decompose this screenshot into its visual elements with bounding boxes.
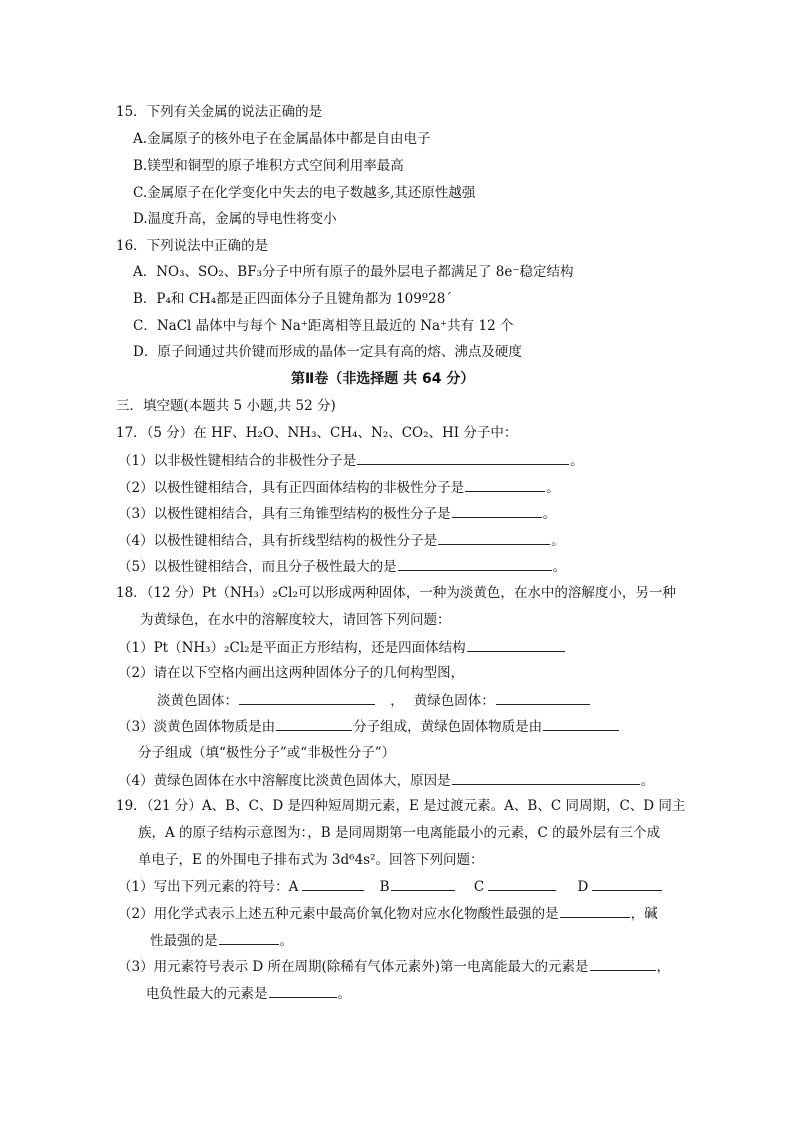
- q16-option-a: A．NO₃、SO₂、BF₃分子中所有原子的最外层电子都满足了 8e⁻稳定结构: [133, 264, 574, 280]
- q19-part2-line2: [150, 930, 293, 951]
- q19-part3-blank-a[interactable]: [590, 956, 656, 971]
- q19-element-d-label: D: [577, 879, 589, 895]
- q18-stem-line1: 18．（12 分）Pt（NH₃）₂Cl₂可以形成两种固体，一种为淡黄色，在水中的溶解度小，另一种: [116, 585, 676, 601]
- period: 。: [542, 506, 557, 522]
- q19-stem-line1: 19．（21 分）A、B、C、D 是四种短周期元素，E 是过渡元素。A、B、C 同周期，C、D 同主: [116, 798, 686, 814]
- q18-part4-blank[interactable]: [452, 770, 640, 785]
- q18-part1-text: （1）Pt（NH₃）₂Cl₂是平面正方形结构，还是四面体结构: [118, 640, 466, 656]
- q16-option-d: D．原子间通过共价键而形成的晶体一定具有高的熔、沸点及硬度: [133, 344, 522, 360]
- q15-option-b: B.镁型和铜型的原子堆积方式空间利用率最高: [133, 158, 404, 174]
- q17-part1-blank[interactable]: [357, 450, 569, 465]
- q17-part5: [118, 556, 566, 577]
- q15-option-d: D.温度升高，金属的导电性将变小: [133, 211, 337, 227]
- q19-part2-blank-a[interactable]: [560, 903, 630, 918]
- q19-part2-blank-b[interactable]: [219, 930, 279, 945]
- q18-part3-text-b: 分子组成，黄绿色固体物质是由: [353, 719, 543, 735]
- q19-part3-comma: ，: [656, 959, 671, 975]
- q18-part2: （2）请在以下空格内画出这两种固体分子的几何构型图，: [118, 665, 465, 681]
- q18-stem-line2: 为黄绿色，在水中的溶解度较大，请回答下列问题：: [140, 612, 451, 628]
- q18-part3-blank-b[interactable]: [543, 716, 619, 731]
- q19-element-d-blank[interactable]: [592, 876, 662, 891]
- q16-stem: 16．下列说法中正确的是: [116, 238, 269, 254]
- q19-part1: [118, 876, 663, 897]
- q19-part1-text: （1）写出下列元素的符号：A: [118, 879, 299, 895]
- period: 。: [570, 453, 584, 469]
- q19-part2-text-b: ，碱: [630, 906, 658, 922]
- q18-pale-yellow-label: 淡黄色固体：: [157, 693, 238, 709]
- q17-part2-text: （2）以极性键相结合，具有正四面体结构的非极性分子是: [118, 480, 465, 496]
- q17-part4-blank[interactable]: [438, 530, 550, 545]
- q17-part5-text: （5）以极性键相结合，而且分子极性最大的是: [118, 559, 397, 575]
- q18-part3-note: 分子组成（填“极性分子”或“非极性分子”）: [138, 745, 396, 761]
- period: 。: [546, 480, 560, 496]
- q17-stem: 17．（5 分）在 HF、H₂O、NH₃、CH₄、N₂、CO₂、HI 分子中：: [116, 425, 518, 441]
- q18-part4-text: （4）黄绿色固体在水中溶解度比淡黄色固体大，原因是: [118, 773, 451, 789]
- period: 。: [279, 933, 293, 949]
- q15-stem: 15．下列有关金属的说法正确的是: [116, 104, 323, 120]
- q19-part2-text-a: （2）用化学式表示上述五种元素中最高价氧化物对应水化物酸性最强的是: [118, 906, 559, 922]
- q17-part1-text: （1）以非极性键相结合的非极性分子是: [118, 453, 357, 469]
- q19-element-b-blank[interactable]: [391, 876, 455, 891]
- period: 。: [337, 986, 351, 1002]
- q18-pale-yellow-blank[interactable]: [239, 690, 375, 705]
- q18-yellow-green-label: 黄绿色固体：: [413, 693, 495, 709]
- q17-part4: [118, 530, 565, 551]
- q18-part1-blank[interactable]: [467, 637, 565, 652]
- q18-part1: [118, 637, 566, 658]
- separator: ，: [390, 693, 404, 709]
- section3-title: 三．填空题(本题共 5 小题,共 52 分): [116, 398, 336, 414]
- q19-part3-blank-b[interactable]: [269, 983, 337, 998]
- q17-part3: [118, 503, 556, 524]
- q18-part4: [118, 770, 654, 791]
- q19-stem-line3: 单电子，E 的外围电子排布式为 3d⁶4s²。回答下列问题：: [138, 852, 484, 868]
- q18-part3-text-a: （3）淡黄色固体物质是由: [118, 719, 276, 735]
- period: 。: [551, 533, 565, 549]
- q16-option-c: C．NaCl 晶体中与每个 Na⁺距离相等且最近的 Na⁺共有 12 个: [133, 318, 514, 334]
- q18-yellow-green-blank[interactable]: [496, 690, 590, 705]
- q17-part3-text: （3）以极性键相结合，具有三角锥型结构的极性分子是: [118, 506, 451, 522]
- q19-element-a-blank[interactable]: [302, 876, 364, 891]
- q15-option-a: A.金属原子的核外电子在金属晶体中都是自由电子: [133, 131, 431, 147]
- q19-element-c-blank[interactable]: [488, 876, 556, 891]
- q17-part3-blank[interactable]: [452, 503, 542, 518]
- q17-part1: [118, 450, 584, 471]
- q19-part3: [118, 956, 670, 977]
- q19-part3-text-c: 电负性最大的元素是: [146, 986, 268, 1002]
- section2-title: 第Ⅱ卷（非选择题 共 64 分）: [291, 371, 475, 387]
- q19-part3-line2: [146, 983, 351, 1004]
- period: 。: [552, 559, 567, 575]
- q18-part3-blank-a[interactable]: [276, 716, 352, 731]
- q18-part2-answers: [157, 690, 591, 711]
- q17-part2: [118, 477, 560, 498]
- q19-stem-line2: 族，A 的原子结构示意图为：，B 是同周期第一电离能最小的元素，C 的最外层有三个成: [138, 825, 661, 841]
- q17-part2-blank[interactable]: [465, 477, 545, 492]
- q19-part3-text-a: （3）用元素符号表示 D 所在周期(除稀有气体元素外)第一电离能最大的元素是: [118, 959, 589, 975]
- period: 。: [640, 773, 655, 789]
- q17-part5-blank[interactable]: [398, 556, 552, 571]
- q19-element-b-label: B: [379, 879, 390, 895]
- q16-option-b: B．P₄和 CH₄都是正四面体分子且键角都为 109º28ˊ: [133, 291, 453, 307]
- q17-part4-text: （4）以极性键相结合，具有折线型结构的极性分子是: [118, 533, 438, 549]
- q15-option-c: C.金属原子在化学变化中失去的电子数越多,其还原性越强: [133, 185, 476, 201]
- q18-part3: [118, 716, 620, 737]
- q19-part2: [118, 903, 658, 924]
- q19-element-c-label: C: [473, 879, 485, 895]
- q19-part2-text-c: 性最强的是: [150, 933, 218, 949]
